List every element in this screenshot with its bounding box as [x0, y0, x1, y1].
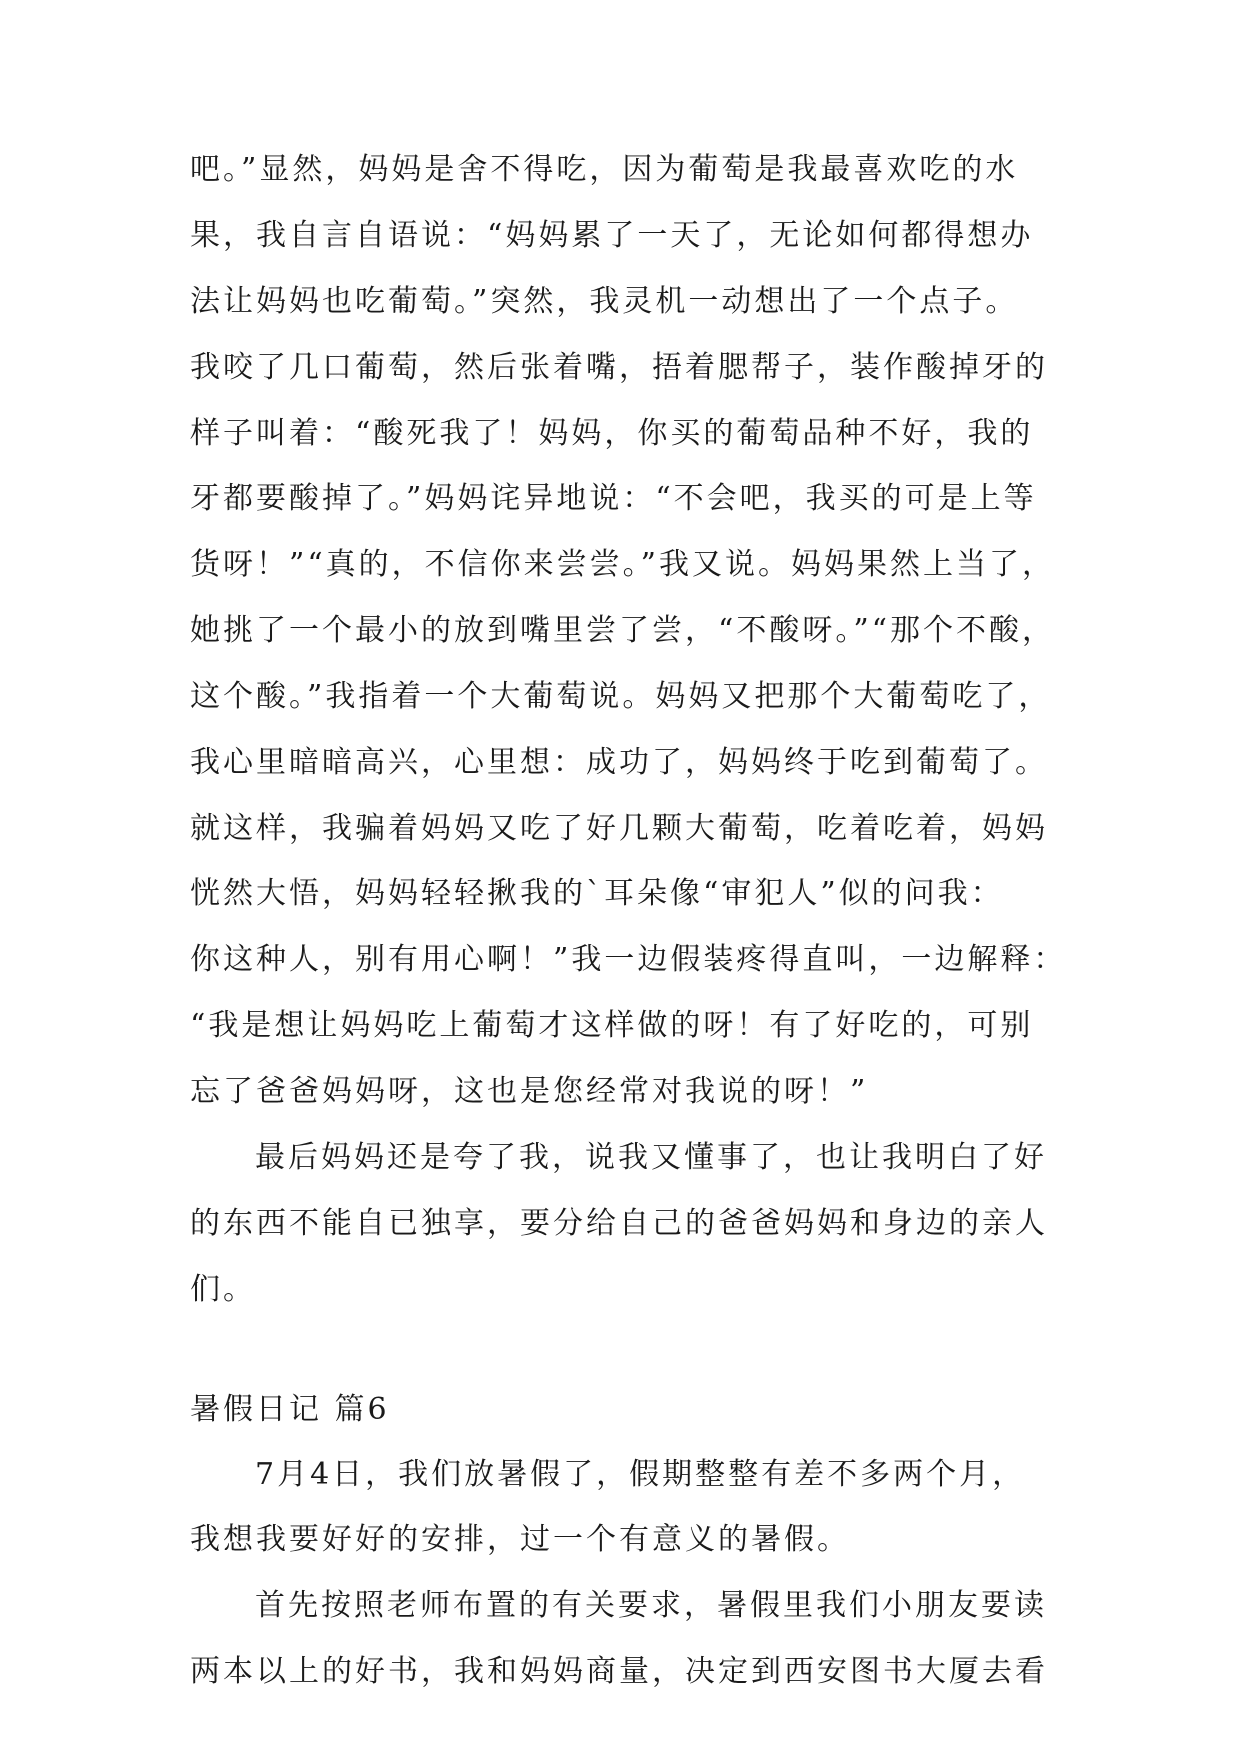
text-line: 最后妈妈还是夸了我，说我又懂事了，也让我明白了好	[255, 1140, 1047, 1175]
text-line: 两本以上的好书，我和妈妈商量，决定到西安图书大厦去看	[190, 1654, 1048, 1689]
text-line: 吧。”显然，妈妈是舍不得吃，因为葡萄是我最喜欢吃的水	[190, 152, 1019, 187]
text-line: 忘了爸爸妈妈呀，这也是您经常对我说的呀！”	[190, 1074, 869, 1109]
text-line: 我咬了几口葡萄，然后张着嘴，捂着腮帮子，装作酸掉牙的	[190, 350, 1048, 385]
text-line: 这个酸。”我指着一个大葡萄说。妈妈又把那个大葡萄吃了，	[190, 679, 1052, 714]
text-line: 的东西不能自已独享，要分给自己的爸爸妈妈和身边的亲人	[190, 1206, 1048, 1241]
text-line: 牙都要酸掉了。”妈妈诧异地说：“不会吧，我买的可是上等	[190, 481, 1037, 516]
text-line: 她挑了一个最小的放到嘴里尝了尝，“不酸呀。”“那个不酸，	[190, 613, 1056, 648]
section-heading: 暑假日记 篇6	[190, 1392, 390, 1427]
text-line: 货呀！”“真的，不信你来尝尝。”我又说。妈妈果然上当了，	[190, 547, 1056, 582]
text-line: 7月4日，我们放暑假了，假期整整有差不多两个月，	[255, 1457, 1026, 1492]
text-line: 首先按照老师布置的有关要求，暑假里我们小朋友要读	[255, 1588, 1047, 1623]
text-line: 我心里暗暗高兴，心里想：成功了，妈妈终于吃到葡萄了。	[190, 745, 1048, 780]
text-line: 恍然大悟，妈妈轻轻揪我的`耳朵像“审犯人”似的问我：	[190, 876, 1004, 911]
text-line: 们。	[190, 1272, 256, 1307]
text-line: 样子叫着：“酸死我了！妈妈，你买的葡萄品种不好，我的	[190, 416, 1034, 451]
text-line: 我想我要好好的安排，过一个有意义的暑假。	[190, 1522, 850, 1557]
text-line: 你这种人，别有用心啊！”我一边假装疼得直叫，一边解释：	[190, 942, 1067, 977]
text-line: “我是想让妈妈吃上葡萄才这样做的呀！有了好吃的，可别	[190, 1008, 1034, 1043]
text-line: 就这样，我骗着妈妈又吃了好几颗大葡萄，吃着吃着，妈妈	[190, 811, 1048, 846]
text-line: 法让妈妈也吃葡萄。”突然，我灵机一动想出了一个点子。	[190, 284, 1019, 319]
text-line: 果，我自言自语说：“妈妈累了一天了，无论如何都得想办	[190, 218, 1034, 253]
